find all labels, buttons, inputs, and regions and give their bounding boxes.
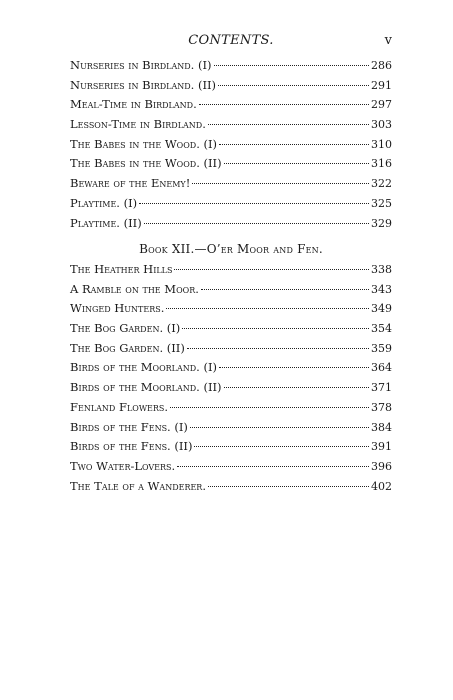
toc-entry-title: The Bog Garden. (II)	[70, 340, 185, 355]
dot-leader	[174, 268, 369, 270]
toc-entry	[70, 156, 392, 176]
toc-entry-page: 286	[371, 59, 392, 72]
toc-entry	[70, 282, 392, 302]
toc-entry-page: 378	[371, 400, 392, 414]
contents-list-part-a	[70, 58, 392, 235]
toc-entry-page: 322	[371, 177, 392, 191]
toc-entry	[70, 400, 392, 420]
toc-entry-title: Playtime. (I)	[70, 195, 138, 210]
toc-entry-page: 391	[371, 440, 392, 454]
contents-list-part-b	[70, 262, 392, 498]
toc-entry-title: The Tale of a Wanderer.	[70, 478, 206, 493]
toc-entry-title: Lesson-Time in Birdland.	[70, 117, 206, 132]
dot-leader	[187, 347, 369, 349]
toc-entry-page: 291	[371, 78, 392, 92]
toc-entry-page: 338	[371, 263, 392, 276]
toc-entry-title: Birds of the Fens. (I)	[70, 419, 188, 434]
toc-entry-page: 316	[371, 157, 392, 171]
toc-entry-title: Birds of the Moorland. (I)	[70, 360, 218, 375]
toc-entry	[70, 196, 392, 216]
toc-entry-title: Playtime. (II)	[70, 215, 142, 230]
toc-entry-title: The Heather Hills	[70, 262, 173, 276]
dot-leader	[166, 307, 369, 309]
toc-entry	[70, 459, 392, 479]
dot-leader	[219, 366, 369, 368]
toc-entry-page: 303	[371, 118, 392, 132]
toc-entry-title: The Babes in the Wood. (II)	[70, 156, 222, 171]
toc-entry-page: 371	[371, 381, 392, 395]
toc-entry	[70, 262, 392, 282]
toc-entry	[70, 420, 392, 440]
toc-entry-page: 402	[371, 479, 392, 493]
toc-entry-page: 325	[371, 196, 392, 210]
dot-leader	[139, 202, 369, 204]
dot-leader	[199, 103, 369, 105]
dot-leader	[224, 162, 369, 164]
toc-entry	[70, 479, 392, 499]
running-header	[70, 33, 392, 53]
dot-leader	[201, 288, 369, 290]
toc-entry-page: 364	[371, 361, 392, 375]
toc-entry-page: 354	[371, 322, 392, 336]
toc-entry-page: 349	[371, 302, 392, 316]
dot-leader	[224, 386, 369, 388]
toc-entry	[70, 321, 392, 341]
toc-entry-title: A Ramble on the Moor.	[70, 281, 199, 296]
dot-leader	[208, 123, 369, 125]
dot-leader	[214, 64, 369, 66]
toc-entry	[70, 137, 392, 157]
toc-entry-title: Nurseries in Birdland. (II)	[70, 77, 217, 92]
toc-entry	[70, 439, 392, 459]
toc-entry-title: Two Water-Lovers.	[70, 458, 176, 473]
toc-entry-page: 297	[371, 98, 392, 112]
toc-entry-title: Birds of the Moorland. (II)	[70, 380, 222, 395]
dot-leader	[182, 327, 369, 329]
toc-entry-title: The Babes in the Wood. (I)	[70, 136, 218, 151]
dot-leader	[208, 485, 369, 487]
toc-entry-page: 359	[371, 341, 392, 355]
toc-entry	[70, 176, 392, 196]
dot-leader	[219, 143, 369, 145]
toc-entry	[70, 216, 392, 236]
toc-entry-page: 343	[371, 282, 392, 296]
toc-entry	[70, 301, 392, 321]
dot-leader	[192, 182, 369, 184]
dot-leader	[218, 84, 369, 86]
toc-entry	[70, 78, 392, 98]
dot-leader	[177, 465, 369, 467]
running-title: CONTENTS.	[188, 33, 274, 48]
toc-entry-title: Meal-Time in Birdland.	[70, 97, 197, 112]
dot-leader	[170, 406, 369, 408]
dot-leader	[190, 426, 369, 428]
toc-entry-title: Winged Hunters.	[70, 301, 165, 316]
toc-entry	[70, 360, 392, 380]
toc-entry-page: 384	[371, 420, 392, 434]
toc-entry-title: Fenland Flowers.	[70, 399, 169, 414]
toc-entry-page: 329	[371, 216, 392, 230]
toc-entry-title: Nurseries in Birdland. (I)	[70, 58, 212, 72]
toc-entry	[70, 58, 392, 78]
toc-entry	[70, 380, 392, 400]
toc-entry	[70, 117, 392, 137]
dot-leader	[144, 222, 369, 224]
toc-entry	[70, 97, 392, 117]
toc-entry-page: 310	[371, 137, 392, 151]
toc-entry-title: The Bog Garden. (I)	[70, 321, 181, 336]
section-heading: Book XII.—O’er Moor and Fen.	[139, 242, 323, 256]
toc-entry-page: 396	[371, 459, 392, 473]
toc-entry-title: Beware of the Enemy!	[70, 176, 191, 191]
toc-entry-title: Birds of the Fens. (II)	[70, 439, 193, 454]
dot-leader	[194, 445, 369, 447]
page-numeral: v	[384, 33, 392, 48]
toc-entry	[70, 341, 392, 361]
